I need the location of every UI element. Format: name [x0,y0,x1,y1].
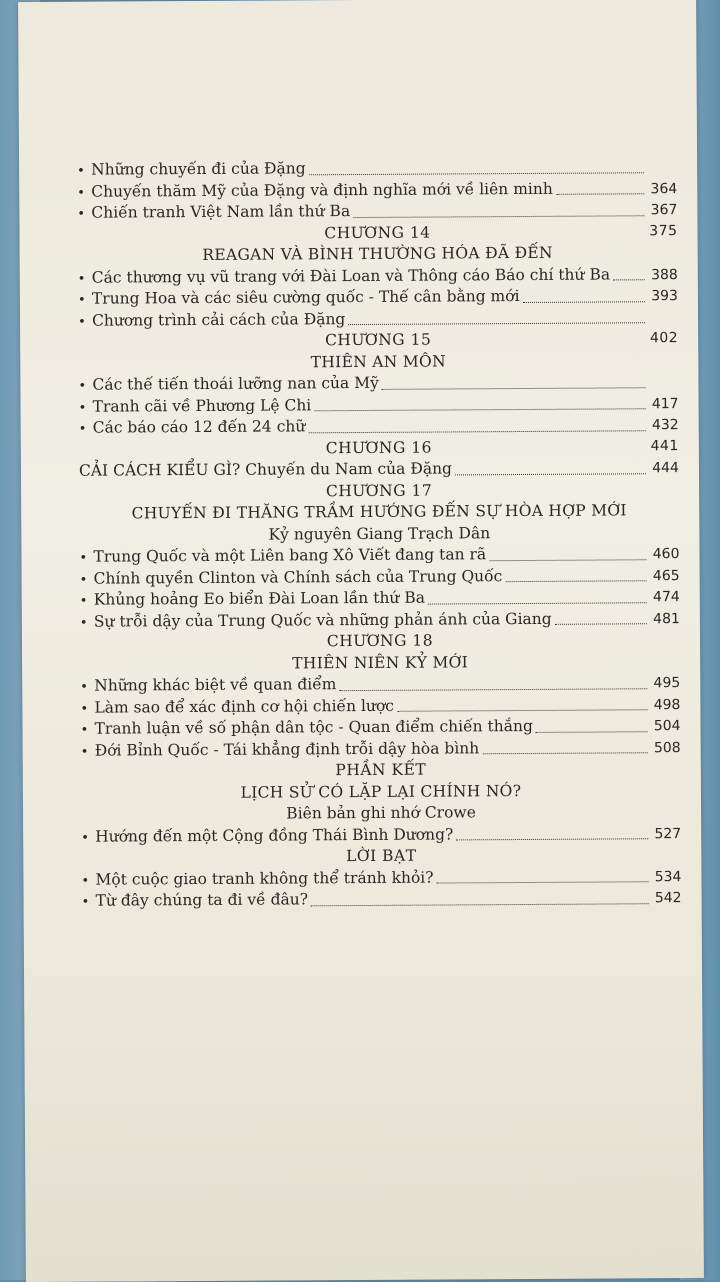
toc-entry-page: 444 [649,458,679,480]
bullet-icon: • [78,311,92,333]
dot-leader [382,387,646,390]
toc-entry-page: 417 [649,394,679,416]
toc-entry-page: 495 [650,673,680,695]
dot-leader [308,430,645,433]
chapter-number: CHƯƠNG 16 [326,438,432,457]
chapter-number: CHƯƠNG 14 [324,223,430,242]
toc-entry-title: Những khác biệt về quan điểm [94,674,336,697]
dot-leader [556,193,644,195]
dot-leader [437,881,649,883]
bullet-icon: • [82,892,96,914]
toc-entry-title: Tranh luận về số phận dân tộc - Quan điểm chiến thắng [94,716,532,740]
toc-entry-title: Chính quyền Clinton và Chính sách của Trung Quốc [94,566,503,590]
toc-entry-page: 364 [647,179,677,201]
chapter-number: CHƯƠNG 18 [80,629,680,654]
dot-leader [428,602,647,604]
dot-leader [353,215,644,218]
toc-entry-title: Trung Quốc và một Liên bang Xô Viết đang tan rã [93,544,486,568]
dot-leader [523,301,645,303]
toc-entry-title: Chuyến thăm Mỹ của Đặng và định nghĩa mới về liên minh [91,178,553,202]
toc-entry-page: 388 [648,265,678,287]
dot-leader [555,623,647,625]
chapter-page: 402 [650,328,678,350]
chapter-title: THIÊN AN MÔN [78,350,678,375]
bullet-icon: • [78,376,92,398]
toc-entry [82,887,682,912]
toc-entry-page: 367 [647,200,677,222]
chapter-title: REAGAN VÀ BÌNH THƯỜNG HÓA ĐÃ ĐẾN [78,242,678,267]
bullet-icon: • [80,698,94,720]
dot-leader [456,838,648,840]
bullet-icon: • [78,268,92,290]
chapter-title: CẢI CÁCH KIỂU GÌ? Chuyến du Nam của Đặng [79,458,452,482]
toc-entry-page: 498 [650,695,680,717]
dot-leader [348,322,645,325]
chapter-title: CHUYẾN ĐI THĂNG TRẦM HƯỚNG ĐẾN SỰ HÒA HỢP MỚI [79,500,679,525]
toc-entry-title: Làm sao để xác định cơ hội chiến lược [94,695,394,718]
book-page [18,0,704,1282]
conclusion-label: PHẦN KẾT [81,758,681,783]
bullet-icon: • [80,720,94,742]
bullet-icon: • [80,569,94,591]
toc-entry-page: 527 [651,824,681,846]
toc-entry-page: 465 [650,566,680,588]
dot-leader [489,559,646,561]
toc-entry-page: 481 [650,609,680,631]
toc-entry-title: Tranh cãi về Phương Lệ Chi [93,395,312,418]
toc-entry-page: 432 [649,415,679,437]
toc-entry-page: 460 [649,544,679,566]
bullet-icon: • [80,591,94,613]
bullet-icon: • [77,204,91,226]
conclusion-subtitle: Biên bản ghi nhớ Crowe [81,801,681,826]
dot-leader [613,279,645,280]
toc-entry-title: Khủng hoảng Eo biển Đài Loan lần thứ Ba [94,588,425,612]
toc-entry-page: 508 [651,738,681,760]
toc-entry-title: Những chuyến đi của Đặng [91,158,306,181]
dot-leader [397,709,647,712]
toc-entry-title: Đới Bỉnh Quốc - Tái khẳng định trỗi dậy hòa bình [95,738,480,762]
table-of-contents [77,156,682,912]
toc-entry-title: Sự trỗi dậy của Trung Quốc và những phản ánh của Giang [94,608,552,632]
toc-entry-page: 474 [650,587,680,609]
chapter-title: THIÊN NIÊN KỶ MỚI [80,651,680,676]
toc-entry-title: Các thế tiến thoái lưỡng nan của Mỹ [92,373,379,396]
toc-entry-title: Hướng đến một Cộng đồng Thái Bình Dương? [95,824,453,848]
toc-entry-page: 534 [651,867,681,889]
chapter-page: 441 [651,436,679,458]
chapter-number: CHƯƠNG 15 [325,331,431,350]
toc-entry-title: Các báo cáo 12 đến 24 chữ [93,416,306,439]
toc-entry-title: Chương trình cải cách của Đặng [92,309,345,332]
dot-leader [311,903,649,906]
bullet-icon: • [81,870,95,892]
bullet-icon: • [81,741,95,763]
chapter-page: 375 [649,221,677,243]
dot-leader [309,172,644,175]
toc-entry-page: 542 [652,888,682,910]
bullet-icon: • [77,161,91,183]
toc-entry-title: Chiến tranh Việt Nam lần thứ Ba [91,201,350,224]
toc-entry-title: Trung Hoa và các siêu cường quốc - Thế cân bằng mới [92,286,520,310]
bullet-icon: • [79,548,93,570]
bullet-icon: • [81,827,95,849]
toc-entry-page: 393 [648,286,678,308]
afterword-label: LỜI BẠT [81,844,681,869]
bullet-icon: • [78,290,92,312]
bullet-icon: • [80,677,94,699]
toc-entry-title: Các thương vụ vũ trang với Đài Loan và Thông cáo Báo chí thứ Ba [92,264,610,289]
toc-entry-title: Một cuộc giao tranh không thể tránh khỏi? [95,867,433,891]
bullet-icon: • [80,612,94,634]
dot-leader [455,473,646,475]
chapter-subtitle: Kỷ nguyên Giang Trạch Dân [79,522,679,547]
bullet-icon: • [79,397,93,419]
dot-leader [314,408,645,411]
chapter-number: CHƯƠNG 17 [79,479,679,504]
bullet-icon: • [79,419,93,441]
dot-leader [505,580,646,582]
dot-leader [339,688,647,691]
conclusion-title: LỊCH SỬ CÓ LẶP LẠI CHÍNH NÓ? [81,780,681,805]
toc-entry-page: 504 [650,716,680,738]
toc-entry-title: Từ đây chúng ta đi về đâu? [96,889,309,912]
dot-leader [482,752,647,754]
bullet-icon: • [77,182,91,204]
dot-leader [536,731,648,733]
